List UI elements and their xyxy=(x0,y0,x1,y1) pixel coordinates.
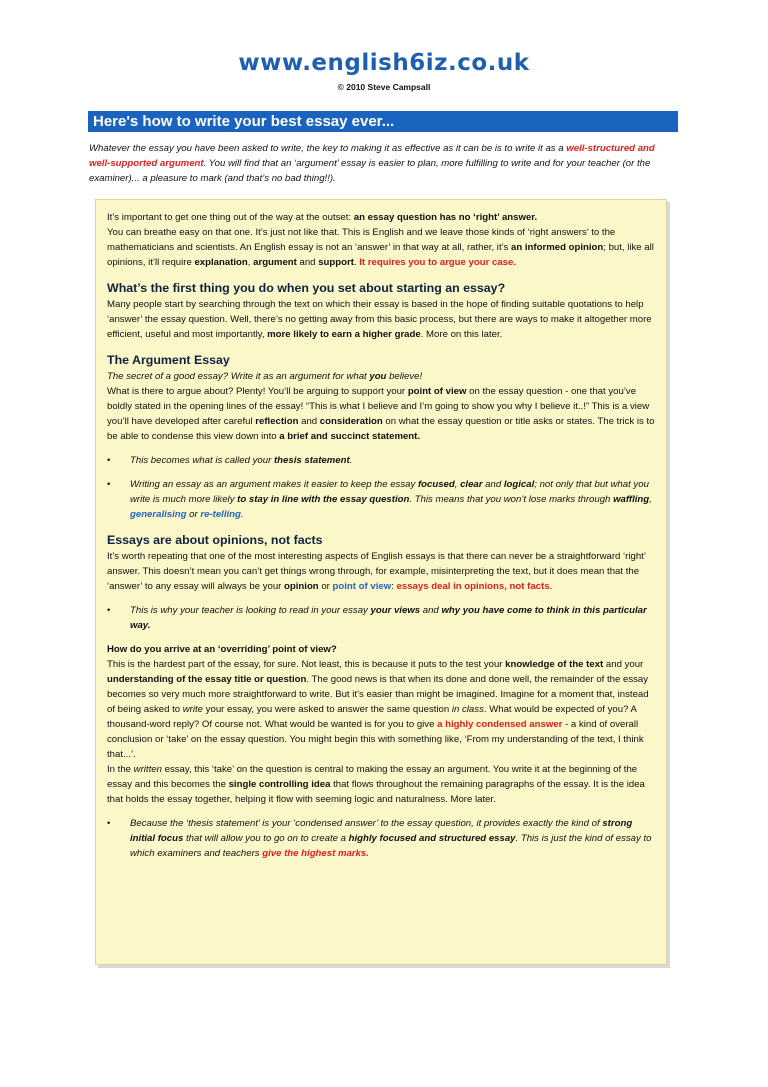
heading-first-thing: What’s the first thing you do when you set about starting an essay? xyxy=(107,281,506,295)
section-opinions: It’s worth repeating that one of the most interesting aspects of English essays is that there can never be a straightforward ‘right’ answer. This doesn’t mean you can’t get things wrong through, for example, misinterpreting the text, but it does mean that the ‘answer’ to any essay will always be your opinion or point of view: essays deal in opinions, not facts. xyxy=(107,551,646,592)
intro-paragraph: Whatever the essay you have been asked to write, the key to making it as effective as it can be is to write it as a well-structured and well-supported argument. You will find that an ‘argument’ essay is easier to plan, more fulfilling to write and for your teacher (or the examiner)... a pleasure to mark (and that’s no bad thing!!). xyxy=(89,143,655,184)
list-item: • Because the ‘thesis statement’ is your ‘condensed answer’ to the essay question, it provides exactly the kind of strong initial focus that will allow you to go on to create a highly focused and structured essay. This is just the kind of essay to which examiners and teachers give the highest marks. xyxy=(107,818,652,859)
section-overriding: This is the hardest part of the essay, for sure. Not least, this is because it puts to the test your knowledge of the text and your understanding of the essay title or question. The good news is that when its done and done well, the remainder of the essay becomes so very much more straightforward to write. But it’s easier than might be imagined. Imagine for a moment that, instead of being asked to write your essay, you were asked to answer the same question in class. What would be expected of you? A thousand-word reply? Of course not. What would be wanted is for you to give a highly condensed answer - a kind of overall conclusion or ‘take’ on the essay question. You might begin this with something like, ‘From my understanding of the text, I think that...’. In the written essay, this ‘take’ on the question is central to making the essay an argument. You write it at the beginning of the essay and this becomes the single controlling idea that flows throughout the remaining paragraphs of the essay. It is the idea that holds the essay together, helping it flow with seeming logic and naturalness. More later. xyxy=(107,659,649,805)
page-title-banner: Here's how to write your best essay ever... xyxy=(88,111,678,132)
section-outset: It’s important to get one thing out of the way at the outset: an essay question has no ‘right’ answer. You can breathe easy on that one. It’s just not like that. This is English and we leave those kinds of ‘right answers’ to the mathematicians and scientists. An English essay is not an ‘answer’ in that way at all, rather, it’s an informed opinion; but, like all opinions, it’ll require explanation, argument and support. It requires you to argue your case. xyxy=(107,212,654,268)
section-argument-essay: The secret of a good essay? Write it as an argument for what you believe! What is there to argue about? Plenty! You’ll be arguing to support your point of view on the essay question - one that you’ve boldly stated in the opening lines of the essay! “This is what I believe and I’m going to show you why I believe it..!” This is a view you’ll have developed after careful reflection and consideration on what the essay question or title asks or states. The trick is to be able to condense this view down into a brief and succinct statement. xyxy=(107,371,655,442)
site-logo: www.english6iz.co.uk xyxy=(238,50,530,76)
list-item: • This becomes what is called your thesis statement. xyxy=(107,455,353,466)
list-item: • This is why your teacher is looking to read in your essay your views and why you have come to think in this particular way. xyxy=(107,605,647,631)
list-item: • Writing an essay as an argument makes it easier to keep the essay focused, clear and logical; not only that but what you write is much more likely to stay in line with the essay question. This means that you won’t lose marks through waffling, generalising or re-telling. xyxy=(107,479,652,520)
content xyxy=(107,210,659,861)
heading-argument-essay: The Argument Essay xyxy=(107,353,230,367)
heading-opinions: Essays are about opinions, not facts xyxy=(107,533,323,547)
section-first-thing: Many people start by searching through the text on which their essay is based in the hope of finding suitable quotations to help ‘answer’ the essay question. Well, there’s no getting away from this basic process, but there are ways to make it altogether more efficient, useful and most importantly, more likely to earn a higher grade. More on this later. xyxy=(107,299,652,340)
copyright: © 2010 Steve Campsall xyxy=(337,82,431,92)
subheading-overriding: How do you arrive at an ‘overriding’ point of view? xyxy=(107,644,337,655)
